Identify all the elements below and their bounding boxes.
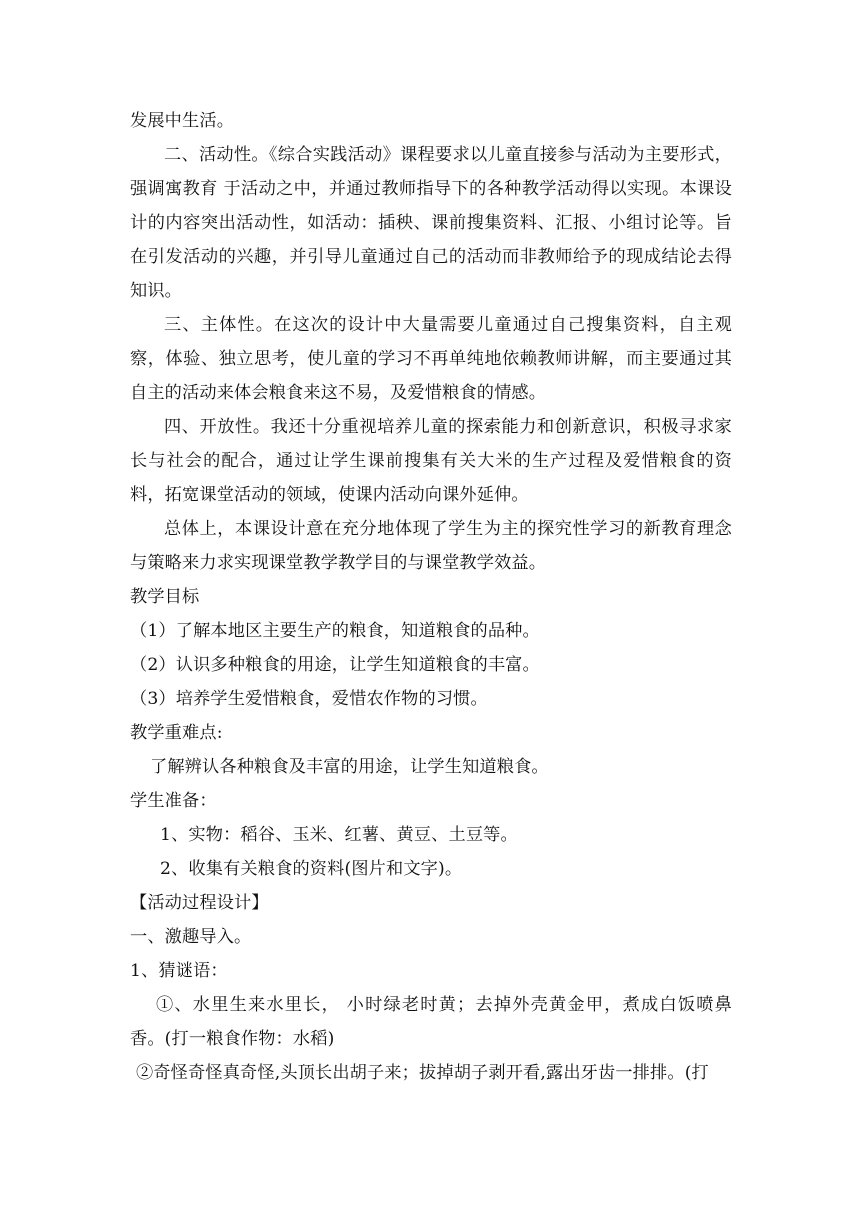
paragraph: 了解辨认各种粮食及丰富的用途，让学生知道粮食。 [150,757,549,777]
paragraph: 总体上，本课设计意在充分地体现了学生为主的探究性学习的新教育理念与策略来力求实现课堂教学教学目的与课堂教学效益。 [130,519,732,573]
paragraph: 四、开放性。我还十分重视培养儿童的探索能力和创新意识，积极寻求家长与社会的配合，通过让学生课前搜集有关大米的生产过程及爱惜粮食的资料，拓宽课堂活动的领域，使课内活动向课外延伸。 [130,417,732,505]
list-item: （3）培养学生爱惜粮食，爱惜农作物的习惯。 [130,689,488,709]
section-heading: 一、激趣导入。 [130,927,252,947]
paragraph: 发展中生活。 [130,111,235,131]
list-item: 2、收集有关粮食的资料(图片和文字)。 [160,859,463,879]
section-heading: 教学重难点: [130,723,223,743]
section-heading: 【活动过程设计】 [130,893,269,913]
subsection-heading: 1、猜谜语： [130,961,228,981]
document-body [130,104,732,1090]
paragraph: 二、活动性。《综合实践活动》课程要求以儿童直接参与活动为主要形式，强调寓教育 于活动之中，并通过教师指导下的各种教学活动得以实现。本课设计的内容突出活动性，如活动：插秧、课前搜集资料、汇报、小组讨论等。旨在引发活动的兴趣，并引导儿童通过自己的活动而非教师给予的现成结论去得知识。 [130,145,732,301]
riddle-item: ①、水里生来水里长， 小时绿老时黄；去掉外壳黄金甲，煮成白饭喷鼻香。(打一粮食作物：水稻) [130,995,732,1049]
riddle-item: ②奇怪奇怪真奇怪,头顶长出胡子来；拔掉胡子剥开看,露出牙齿一排排。(打 [136,1063,709,1083]
section-heading: 学生准备： [130,791,217,811]
section-heading: 教学目标 [130,587,200,607]
list-item: （1）了解本地区主要生产的粮食，知道粮食的品种。 [130,621,540,641]
list-item: （2）认识多种粮食的用途，让学生知道粮食的丰富。 [130,655,540,675]
paragraph: 三、主体性。在这次的设计中大量需要儿童通过自己搜集资料，自主观察，体验、独立思考，使儿童的学习不再单纯地依赖教师讲解，而主要通过其自主的活动来体会粮食来这不易，及爱惜粮食的情感。 [130,315,732,403]
list-item: 1、实物：稻谷、玉米、红薯、黄豆、土豆等。 [160,825,518,845]
